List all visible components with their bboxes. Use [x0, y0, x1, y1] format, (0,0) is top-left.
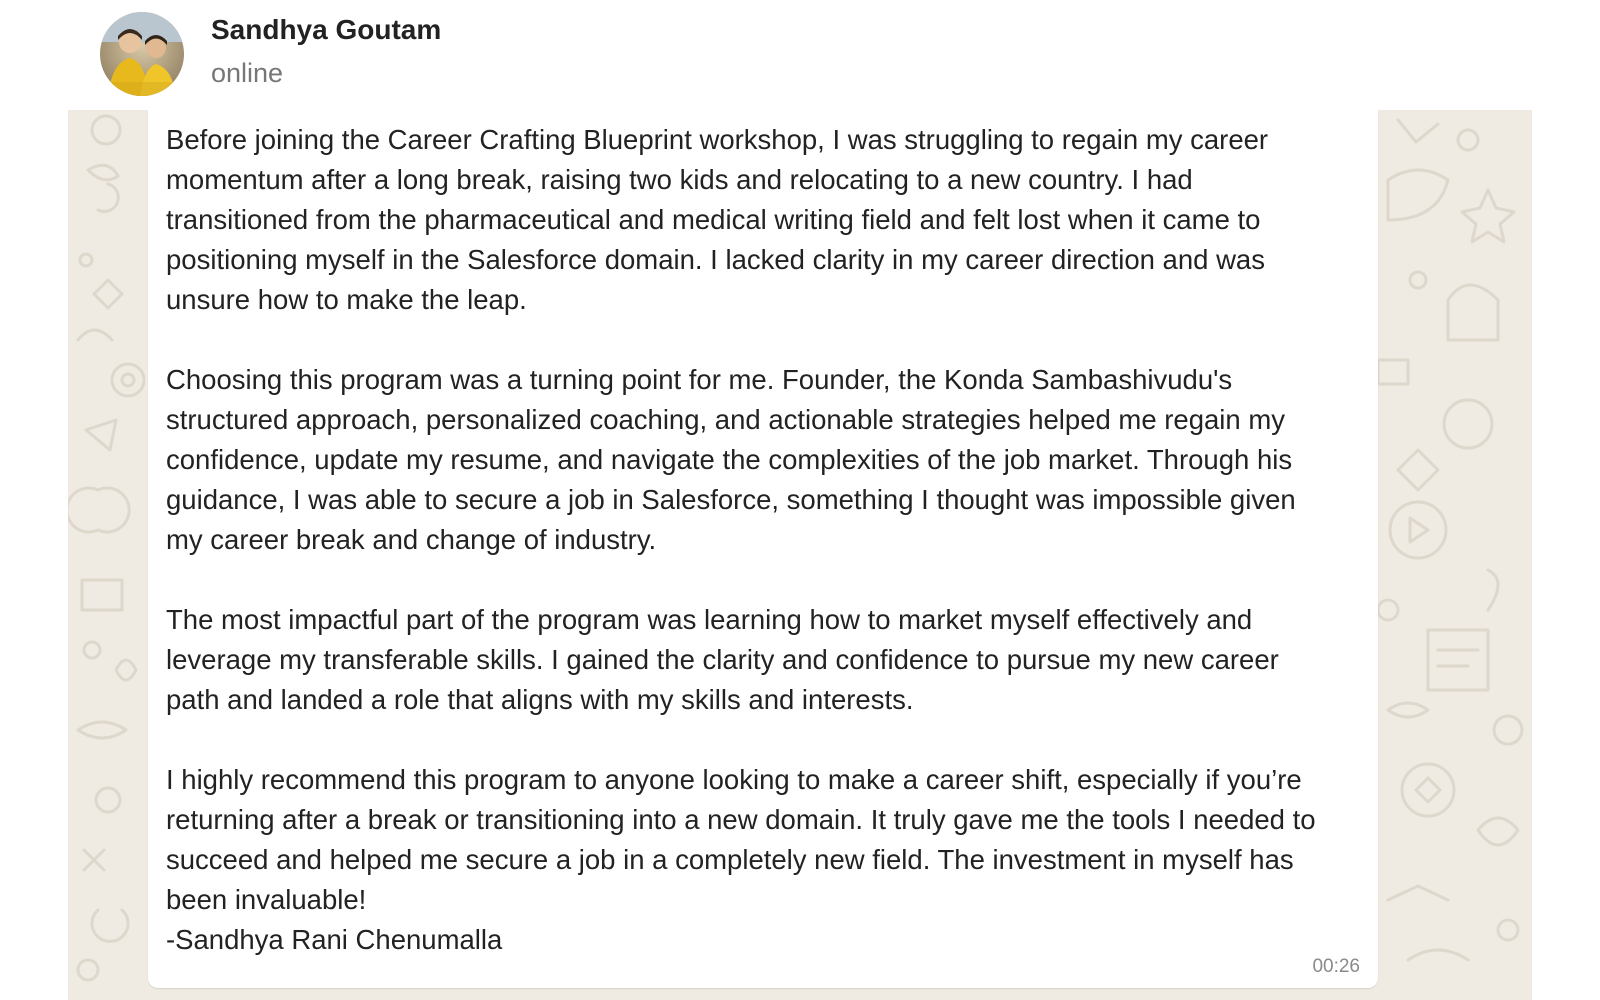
- profile-photo-icon: [100, 12, 184, 96]
- chat-window: [68, 0, 1532, 1000]
- message-paragraph: Before joining the Career Crafting Blueprint workshop, I was struggling to regain my career momentum after a long break, raising two kids and relocating to a new country. I had transitioned from the pharmaceutical and medical writing field and felt lost when it came to positioning myself in the Salesforce domain. I lacked clarity in my career direction and was unsure how to make the leap.: [166, 124, 1269, 315]
- chat-header[interactable]: [68, 0, 1532, 110]
- message-timestamp: 00:26: [1312, 956, 1360, 977]
- message-paragraph: I highly recommend this program to anyone looking to make a career shift, especially if you’re returning after a break or transitioning into a new domain. It truly gave me the tools I needed to succeed and helped me secure a job in a completely new field. The investment in myself has been invaluable!: [166, 764, 1316, 915]
- message-paragraph: Choosing this program was a turning point for me. Founder, the Konda Sambashivudu's structured approach, personalized coaching, and actionable strategies helped me regain my confidence, update my resume, and navigate the complexities of the job market. Through his guidance, I was able to secure a job in Salesforce, something I thought was impossible given my career break and change of industry.: [166, 364, 1296, 555]
- chat-background: [68, 110, 1532, 1000]
- message-bubble[interactable]: [148, 110, 1378, 988]
- contact-name[interactable]: Sandhya Goutam: [211, 14, 442, 45]
- avatar[interactable]: [100, 12, 184, 96]
- contact-status: online: [211, 58, 284, 88]
- message-signature: -Sandhya Rani Chenumalla: [166, 924, 503, 955]
- message-paragraph: The most impactful part of the program was learning how to market myself effectively and leverage my transferable skills. I gained the clarity and confidence to pursue my new career path and landed a role that aligns with my skills and interests.: [166, 604, 1279, 715]
